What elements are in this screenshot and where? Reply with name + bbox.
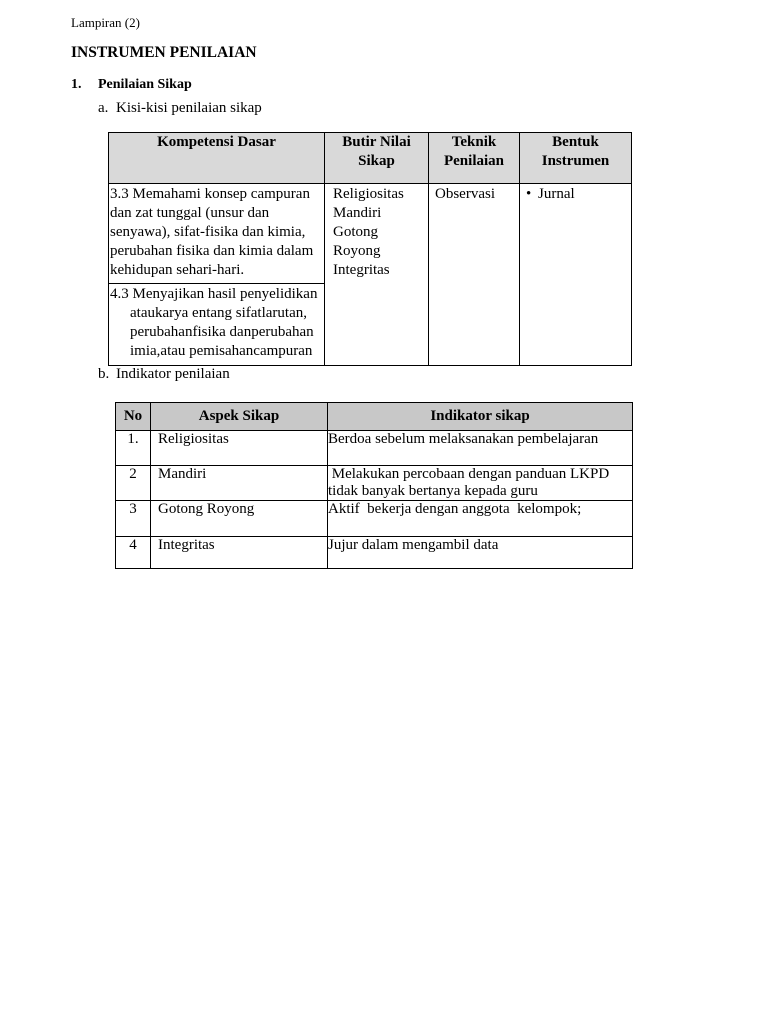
header-butir-nilai: Butir Nilai Sikap [325,133,429,184]
header-bentuk-instrumen: Bentuk Instrumen [520,133,632,184]
section-title: Penilaian Sikap [98,77,192,92]
header-kompetensi-dasar: Kompetensi Dasar [109,133,325,184]
indikator-table [115,402,633,569]
header-no: No [116,403,151,431]
kd-3-3-cell: 3.3 Memahami konsep campuran dan zat tunggal (unsur dan senyawa), sifat-fisika dan kimia, perubahan fisika dan kimia dalam kehidupan sehari-hari. [109,184,325,284]
table-row [116,466,633,501]
row-indikator: Berdoa sebelum melaksanakan pembelajaran [328,431,633,466]
section-number: 1. [71,77,82,92]
table-row [116,431,633,466]
table-row [116,501,633,537]
subsection-b [98,366,230,383]
subsection-b-label: Indikator penilaian [116,366,230,382]
kisi-kisi-table [108,132,632,366]
bullet-icon: • [526,186,532,202]
indikator-header-row [116,403,633,431]
row-aspek: Mandiri [151,466,328,501]
table-row [116,537,633,569]
butir-nilai-cell: Religiositas Mandiri Gotong Royong Integritas [325,184,429,366]
header-teknik-penilaian: Teknik Penilaian [429,133,520,184]
kisi-header-row [109,133,632,184]
header-indikator-sikap: Indikator sikap [328,403,633,431]
row-aspek: Integritas [151,537,328,569]
document-title: INSTRUMEN PENILAIAN [71,44,257,61]
subsection-b-letter: b. [98,366,110,382]
row-aspek: Gotong Royong [151,501,328,537]
teknik-penilaian-cell: Observasi [429,184,520,366]
row-indikator: Aktif bekerja dengan anggota kelompok; [328,501,633,537]
row-no: 4 [116,537,151,569]
row-aspek: Religiositas [151,431,328,466]
subsection-a-label: Kisi-kisi penilaian sikap [116,100,262,116]
row-indikator: Melakukan percobaan dengan panduan LKPD tidak banyak bertanya kepada guru [328,466,633,501]
row-no: 1. [116,431,151,466]
header-aspek-sikap: Aspek Sikap [151,403,328,431]
kisi-row-kd1 [109,184,632,284]
kd-4-3-cell: 4.3 Menyajikan hasil penyelidikan ataukarya entang sifatlarutan, perubahanfisika danperubahan imia,atau pemisahancampuran [109,284,325,366]
row-no: 2 [116,466,151,501]
row-no: 3 [116,501,151,537]
appendix-label: Lampiran (2) [71,15,140,30]
bentuk-instrumen-cell: • Jurnal [520,184,632,366]
subsection-a [98,100,262,117]
row-indikator: Jujur dalam mengambil data [328,537,633,569]
subsection-a-letter: a. [98,100,109,116]
